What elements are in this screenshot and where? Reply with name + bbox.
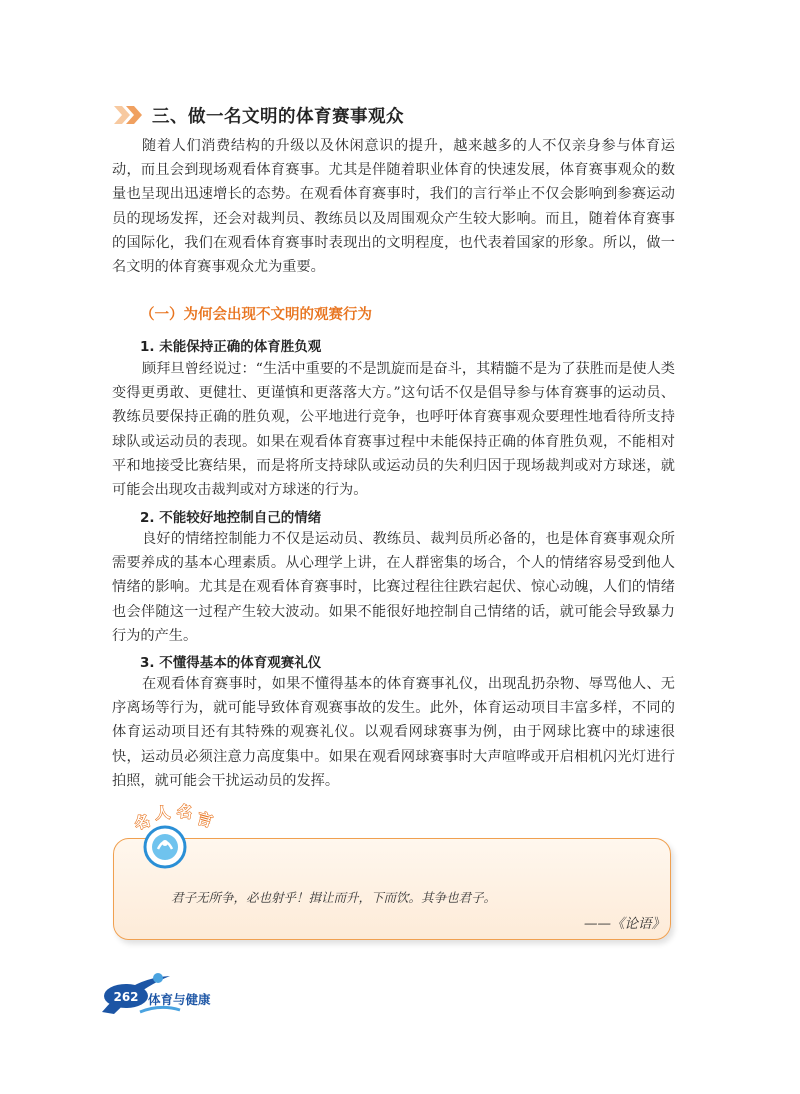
intro-paragraph: 随着人们消费结构的升级以及休闲意识的提升，越来越多的人不仅亲身参与体育运动，而且会到现场观看体育赛事。尤其是伴随着职业体育的快速发展，体育赛事观众的数量也呈现出迅速增长的态势。在观看体育赛事时，我们的言行举止不仅会影响到参赛运动员的现场发挥，还会对裁判员、教练员以及周围观众产生较大影响。而且，随着体育赛事的国际化，我们在观看体育赛事时表现出的文明程度，也代表着国家的形象。所以，做一名文明的体育赛事观众尤为重要。	[112, 138, 675, 276]
point-1-heading: 1. 未能保持正确的体育胜负观	[140, 339, 322, 355]
svg-text:言: 言	[195, 809, 215, 831]
svg-text:名: 名	[176, 802, 194, 822]
point-3-heading: 3. 不懂得基本的体育观赛礼仪	[140, 655, 322, 671]
svg-text:人: 人	[154, 803, 171, 823]
point-2-heading: 2. 不能较好地控制自己的情绪	[140, 510, 322, 526]
double-chevron-icon	[112, 104, 148, 126]
famous-quote-badge	[132, 802, 225, 873]
section-title: 三、做一名文明的体育赛事观众	[152, 106, 404, 127]
svg-text:名: 名	[132, 811, 153, 834]
page-number: 262	[113, 990, 139, 1004]
section-heading	[112, 101, 404, 129]
subsection-title: （一）为何会出现不文明的观赛行为	[140, 307, 372, 323]
point-1-paragraph: 顾拜旦曾经说过：“生活中重要的不是凯旋而是奋斗，其精髓不是为了获胜而是使人类变得更勇敢、更健壮、更谨慎和更落落大方。”这句话不仅是倡导参与体育赛事的运动员、教练员要保持正确的胜负观，公平地进行竞争，也呼吁体育赛事观众要理性地看待所支持球队或运动员的表现。如果在观看体育赛事过程中未能保持正确的体育胜负观，不能相对平和地接受比赛结果，而是将所支持球队或运动员的失利归因于现场裁判或对方球迷，就可能会出现攻击裁判或对方球迷的行为。	[112, 361, 675, 499]
quote-text: 君子无所争，必也射乎！揖让而升，下而饮。其争也君子。	[171, 890, 497, 905]
quote-source: ——《论语》	[584, 916, 665, 932]
point-2-paragraph: 良好的情绪控制能力不仅是运动员、教练员、裁判员所必备的，也是体育赛事观众所需要养成的基本心理素质。从心理学上讲，在人群密集的场合，个人的情绪容易受到他人情绪的影响。尤其是在观看体育赛事时，比赛过程往往跌宕起伏、惊心动魄，人们的情绪也会伴随这一过程产生较大波动。如果不能很好地控制自己情绪的话，就可能会导致暴力行为的产生。	[112, 531, 675, 644]
book-title: 体育与健康	[148, 992, 211, 1007]
point-3-paragraph: 在观看体育赛事时，如果不懂得基本的体育赛事礼仪，出现乱扔杂物、辱骂他人、无序离场等行为，就可能导致体育观赛事故的发生。此外，体育运动项目丰富多样，不同的体育运动项目还有其特殊的观赛礼仪。以观看网球赛事为例，由于网球比赛中的球速很快，运动员必须注意力高度集中。如果在观看网球赛事时大声喧哗或开启相机闪光灯进行拍照，就可能会干扰运动员的发挥。	[112, 676, 675, 789]
